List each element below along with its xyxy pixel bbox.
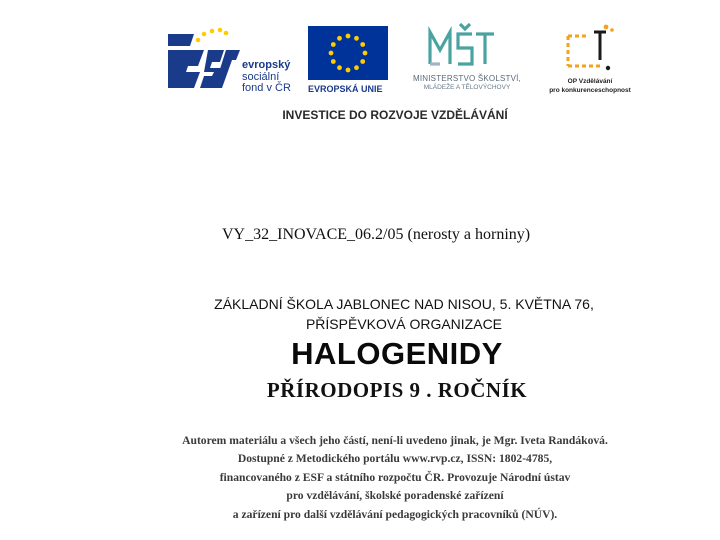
tagline: INVESTICE DO ROZVOJE VZDĚLÁVÁNÍ — [282, 108, 508, 122]
author-note-line1: Autorem materiálu a všech jeho částí, není-li uvedeno jinak, je Mgr. Iveta Randáková. — [182, 434, 608, 447]
logo-bar — [160, 18, 640, 102]
esf-logo — [164, 26, 304, 106]
eu-stars-icon — [308, 26, 388, 80]
esf-text-line1: evropský — [242, 59, 291, 71]
eu-flag-icon — [308, 26, 388, 80]
op-vk-label-line2: pro konkurenceschopnost — [549, 87, 631, 94]
material-code: VY_32_INOVACE_06.2/05 (nerosty a horniny) — [222, 226, 531, 243]
msmt-label-line2: MLÁDEŽE A TĚLOVÝCHOVY — [423, 84, 511, 91]
esf-text-line3: fond v ČR — [242, 82, 291, 94]
author-note-line3: financovaného z ESF a státního rozpočtu ČR. Provozuje Národní ústav — [219, 470, 571, 484]
subject-heading: PŘÍRODOPIS 9 . ROČNÍK — [266, 378, 528, 402]
op-vk-logo — [542, 22, 638, 102]
esf-logo-icon — [164, 26, 242, 102]
msmt-logo — [396, 18, 538, 98]
author-note-line5: a zařízení pro další vzdělávání pedagogických pracovníků (NÚV). — [232, 507, 558, 521]
school-name-line2: PŘÍSPĚVKOVÁ ORGANIZACE — [305, 316, 503, 332]
msmt-label-line1: MINISTERSTVO ŠKOLSTVÍ, — [413, 74, 521, 83]
esf-text-line2: sociální — [242, 70, 280, 83]
eu-label: EVROPSKÁ UNIE — [308, 84, 383, 94]
eu-logo — [308, 26, 390, 101]
school-name-line1: ZÁKLADNÍ ŠKOLA JABLONEC NAD NISOU, 5. KVĚTNA 76, — [214, 296, 594, 312]
msmt-logo-icon — [426, 18, 496, 70]
author-note — [0, 432, 720, 524]
page-title: HALOGENIDY — [291, 336, 503, 371]
op-vk-label-line1: OP Vzdělávání — [567, 78, 613, 85]
author-note-line4: pro vzdělávání, školské poradenské zařízení — [286, 489, 504, 503]
esf-text — [242, 60, 291, 95]
op-vk-logo-icon — [560, 22, 616, 74]
author-note-line2: Dostupné z Metodického portálu www.rvp.cz, ISSN: 1802-4785, — [237, 452, 553, 466]
